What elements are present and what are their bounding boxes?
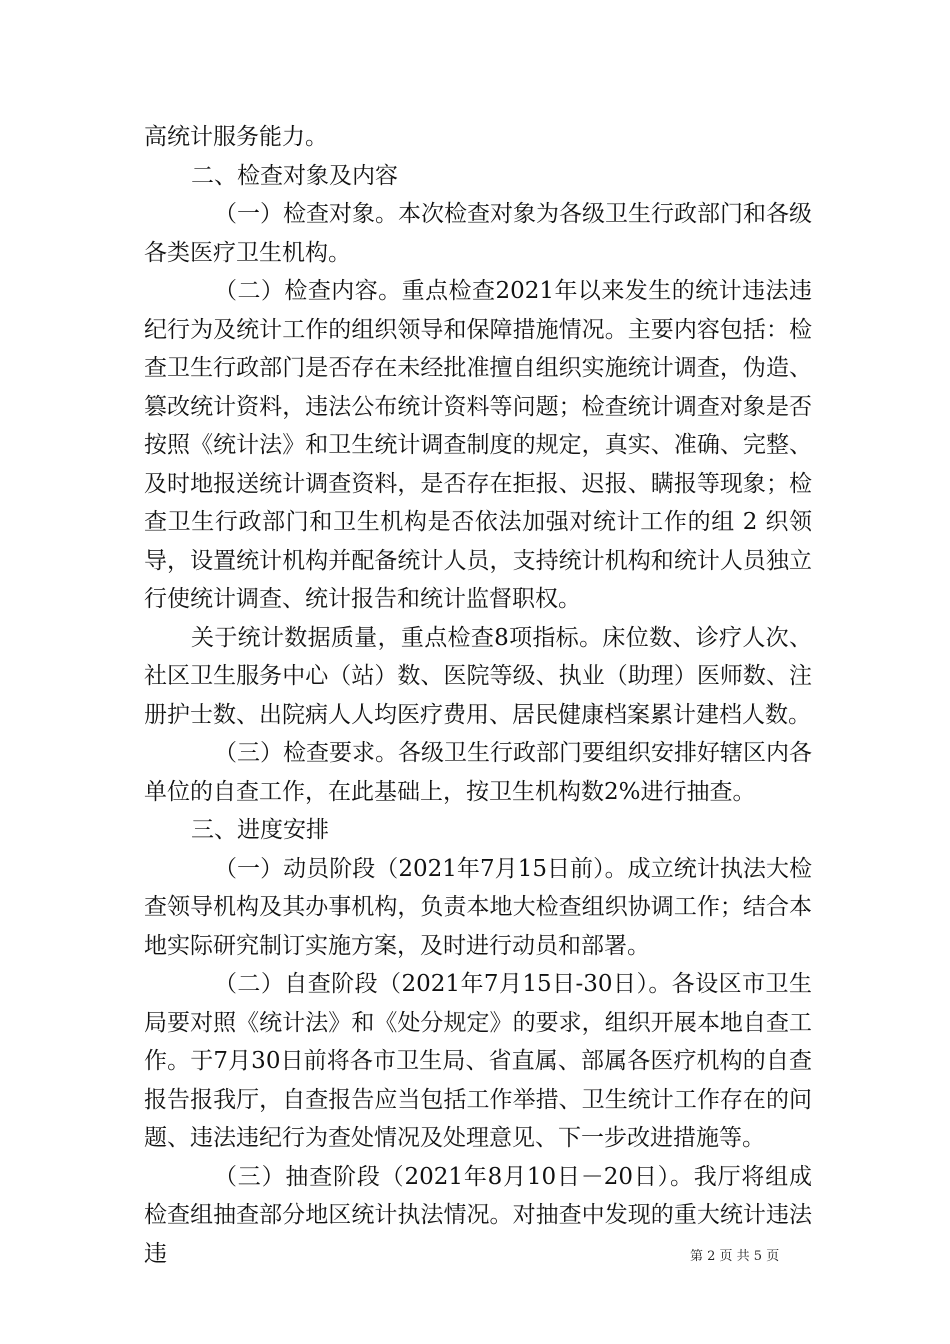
document-body <box>144 118 812 1273</box>
paragraph-spot-check-phase: （三）抽查阶段（2021年8月10日－20日）。我厅将组成检查组抽查部分地区统计执法情况。对抽查中发现的重大统计违法违 <box>144 1163 812 1267</box>
paragraph-data-quality: 关于统计数据质量，重点检查8项指标。床位数、诊疗人次、社区卫生服务中心（站）数、医院等级、执业（助理）医师数、注册护士数、出院病人人均医疗费用、居民健康档案累计建档人数。 <box>144 624 812 728</box>
paragraph-inspection-requirements: （三）检查要求。各级卫生行政部门要组织安排好辖区内各单位的自查工作，在此基础上，按卫生机构数2%进行抽查。 <box>144 740 812 805</box>
page-number-footer: 第 2 页 共 5 页 <box>690 1249 780 1264</box>
paragraph-continuation: 高统计服务能力。 <box>144 124 328 150</box>
section-heading-inspection-scope: 二、检查对象及内容 <box>191 162 398 189</box>
paragraph-mobilization-phase: （一）动员阶段（2021年7月15日前）。成立统计执法大检查领导机构及其办事机构，负责本地大检查组织协调工作；结合本地实际研究制订实施方案，及时进行动员和部署。 <box>144 855 812 959</box>
section-heading-schedule: 三、进度安排 <box>191 817 329 843</box>
paragraph-inspection-content: （二）检查内容。重点检查2021年以来发生的统计违法违纪行为及统计工作的组织领导和保障措施情况。主要内容包括：检查卫生行政部门是否存在未经批准擅自组织实施统计调查，伪造、篡改统计资料，违法公布统计资料等问题；检查统计调查对象是否按照《统计法》和卫生统计调查制度的规定，真实、准确、完整、及时地报送统计调查资料，是否存在拒报、迟报、瞒报等现象；检查卫生行政部门和卫生机构是否依法加强对统计工作的组 2 织领导，设置统计机构并配备统计人员，支持统计机构和统计人员独立行使统计调查、统计报告和统计监督职权。 <box>144 278 812 612</box>
paragraph-inspection-targets: （一）检查对象。本次检查对象为各级卫生行政部门和各级各类医疗卫生机构。 <box>144 201 812 266</box>
paragraph-self-inspection-phase: （二）自查阶段（2021年7月15日-30日）。各设区市卫生局要对照《统计法》和《处分规定》的要求，组织开展本地自查工作。于7月30日前将各市卫生局、省直属、部属各医疗机构的自查报告报我厅，自查报告应当包括工作举措、卫生统计工作存在的问题、违法违纪行为查处情况及处理意见、下一步改进措施等。 <box>144 971 812 1151</box>
